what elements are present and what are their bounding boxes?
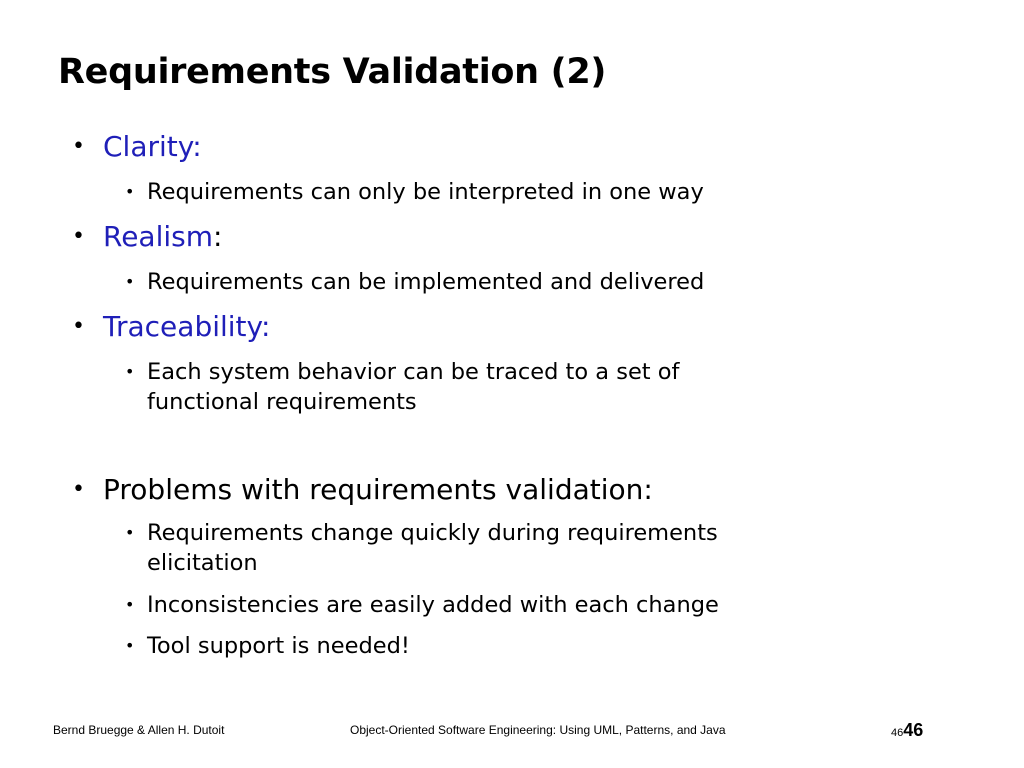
sub-bullet-marker: • [125, 362, 135, 381]
bullet-label-realism-colon: : [213, 220, 223, 253]
bullet-marker: • [72, 314, 85, 339]
bullet-label-realism: Realism [103, 220, 214, 253]
sub-bullet-marker: • [125, 182, 135, 201]
footer-authors: Bernd Bruegge & Allen H. Dutoit [53, 723, 225, 737]
bullet-label-traceability: Traceability: [103, 310, 271, 343]
page-number-large: 46 [903, 720, 924, 740]
footer-book-title: Object-Oriented Software Engineering: Using UML, Patterns, and Java [350, 723, 726, 737]
sub-bullet-marker: • [125, 636, 135, 655]
sub-bullet-marker: • [125, 595, 135, 614]
bullet-label-realism-wrap [103, 220, 222, 254]
bullet-marker: • [72, 224, 85, 249]
sub-bullet-text: Tool support is needed! [147, 633, 410, 659]
bullet-marker: • [72, 477, 85, 502]
sub-bullet-marker: • [125, 272, 135, 291]
sub-bullet-text: Each system behavior can be traced to a set of [147, 359, 680, 385]
footer-page-number [891, 718, 923, 745]
bullet-label-problems: Problems with requirements validation: [103, 473, 653, 506]
slide-title: Requirements Validation (2) [58, 52, 607, 92]
page-number-small: 46 [891, 727, 904, 739]
sub-bullet-text: Inconsistencies are easily added with each change [147, 592, 719, 618]
sub-bullet-text-continued: functional requirements [147, 389, 417, 415]
sub-bullet-text: Requirements can only be interpreted in one way [147, 179, 704, 205]
sub-bullet-text: Requirements can be implemented and delivered [147, 269, 705, 295]
bullet-label-clarity: Clarity: [103, 130, 202, 163]
sub-bullet-text-continued: elicitation [147, 550, 258, 576]
bullet-marker: • [72, 134, 85, 159]
sub-bullet-marker: • [125, 523, 135, 542]
sub-bullet-text: Requirements change quickly during requirements [147, 520, 718, 546]
